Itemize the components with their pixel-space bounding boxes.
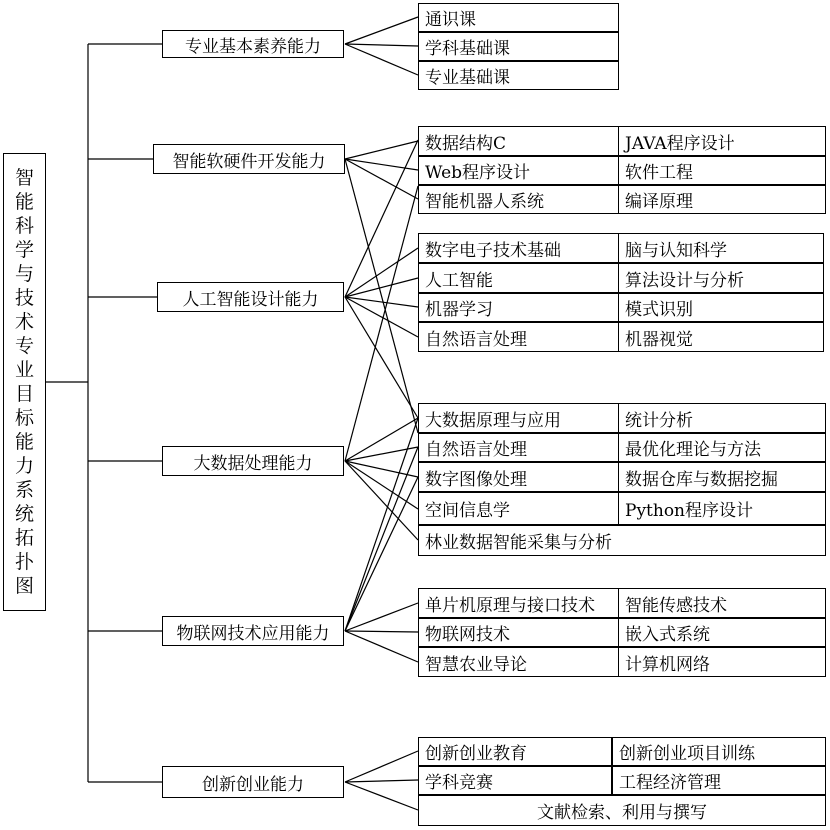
course-box: Python程序设计: [618, 492, 826, 525]
course-box: 工程经济管理: [612, 766, 826, 795]
connector-line: [345, 159, 418, 433]
course-box: 单片机原理与接口技术: [418, 588, 619, 618]
root-char: 扑: [14, 551, 34, 573]
course-box: 自然语言处理: [418, 322, 619, 352]
connector-line: [345, 780, 418, 782]
course-box: 创新创业项目训练: [612, 737, 826, 766]
course-box: 自然语言处理: [418, 433, 619, 462]
connector-line: [345, 447, 418, 631]
root-char: 能: [14, 191, 34, 213]
root-char: 统: [14, 503, 34, 525]
course-box: 智慧农业导论: [418, 647, 619, 677]
capability-node: 大数据处理能力: [162, 446, 344, 476]
course-box: 算法设计与分析: [618, 263, 824, 293]
capability-node: 专业基本素养能力: [162, 30, 344, 58]
course-box: 数字电子技术基础: [418, 233, 619, 263]
root-char: 力: [14, 455, 34, 477]
course-box: JAVA程序设计: [618, 126, 826, 156]
connector-line: [345, 461, 418, 509]
connector-line: [345, 297, 418, 337]
course-box: 林业数据智能采集与分析: [418, 525, 826, 556]
capability-node: 物联网技术应用能力: [162, 616, 344, 646]
connector-line: [345, 751, 418, 782]
connector-line: [345, 418, 418, 631]
connector-line: [345, 17, 418, 44]
capability-node: 创新创业能力: [162, 766, 344, 798]
course-box: 数据结构C: [418, 126, 619, 156]
root-char: 能: [14, 431, 34, 453]
connector-line: [345, 186, 418, 461]
course-box: 智能机器人系统: [418, 185, 619, 214]
connector-line: [345, 297, 418, 307]
root-char: 术: [14, 311, 34, 333]
capability-node: 智能软硬件开发能力: [153, 144, 345, 174]
capability-node: 人工智能设计能力: [157, 282, 344, 312]
course-box: 空间信息学: [418, 492, 619, 525]
course-box: 智能传感技术: [618, 588, 826, 618]
course-box: 通识课: [418, 3, 619, 32]
connector-line: [345, 140, 418, 297]
connector-line: [345, 44, 418, 75]
root-char: 学: [14, 239, 34, 261]
root-char: 专: [14, 335, 34, 357]
course-box: 数字图像处理: [418, 462, 619, 492]
root-char: 系: [14, 479, 34, 501]
course-box: 学科竞赛: [418, 766, 612, 795]
course-box: 数据仓库与数据挖掘: [618, 462, 826, 492]
course-box: 软件工程: [618, 156, 826, 185]
course-box: 文献检索、利用与撰写: [418, 795, 826, 826]
root-char: 科: [14, 215, 34, 237]
root-char: 技: [14, 287, 34, 309]
connector-line: [345, 631, 418, 632]
root-char: 目: [14, 383, 34, 405]
course-box: 嵌入式系统: [618, 618, 826, 647]
root-char: 拓: [14, 527, 34, 549]
course-box: 统计分析: [618, 403, 826, 433]
connector-line: [345, 782, 418, 810]
connector-line: [345, 141, 418, 159]
course-box: 物联网技术: [418, 618, 619, 647]
root-char: 图: [14, 575, 34, 597]
course-box: 计算机网络: [618, 647, 826, 677]
course-box: 机器学习: [418, 293, 619, 322]
root-char: 业: [14, 359, 34, 381]
course-box: 编译原理: [618, 185, 826, 214]
root-char: 智: [14, 167, 34, 189]
course-box: 大数据原理与应用: [418, 403, 619, 433]
course-box: 模式识别: [618, 293, 824, 322]
course-box: 人工智能: [418, 263, 619, 293]
course-box: 脑与认知科学: [618, 233, 824, 263]
root-node: [3, 153, 46, 611]
root-char: 标: [14, 407, 34, 429]
connector-line: [345, 44, 418, 46]
root-char: 与: [14, 263, 34, 285]
course-box: Web程序设计: [418, 156, 619, 185]
course-box: 学科基础课: [418, 32, 619, 61]
course-box: 机器视觉: [618, 322, 824, 352]
course-box: 最优化理论与方法: [618, 433, 826, 462]
course-box: 创新创业教育: [418, 737, 612, 766]
course-box: 专业基础课: [418, 61, 619, 90]
connector-line: [345, 631, 418, 662]
connector-line: [345, 297, 418, 418]
